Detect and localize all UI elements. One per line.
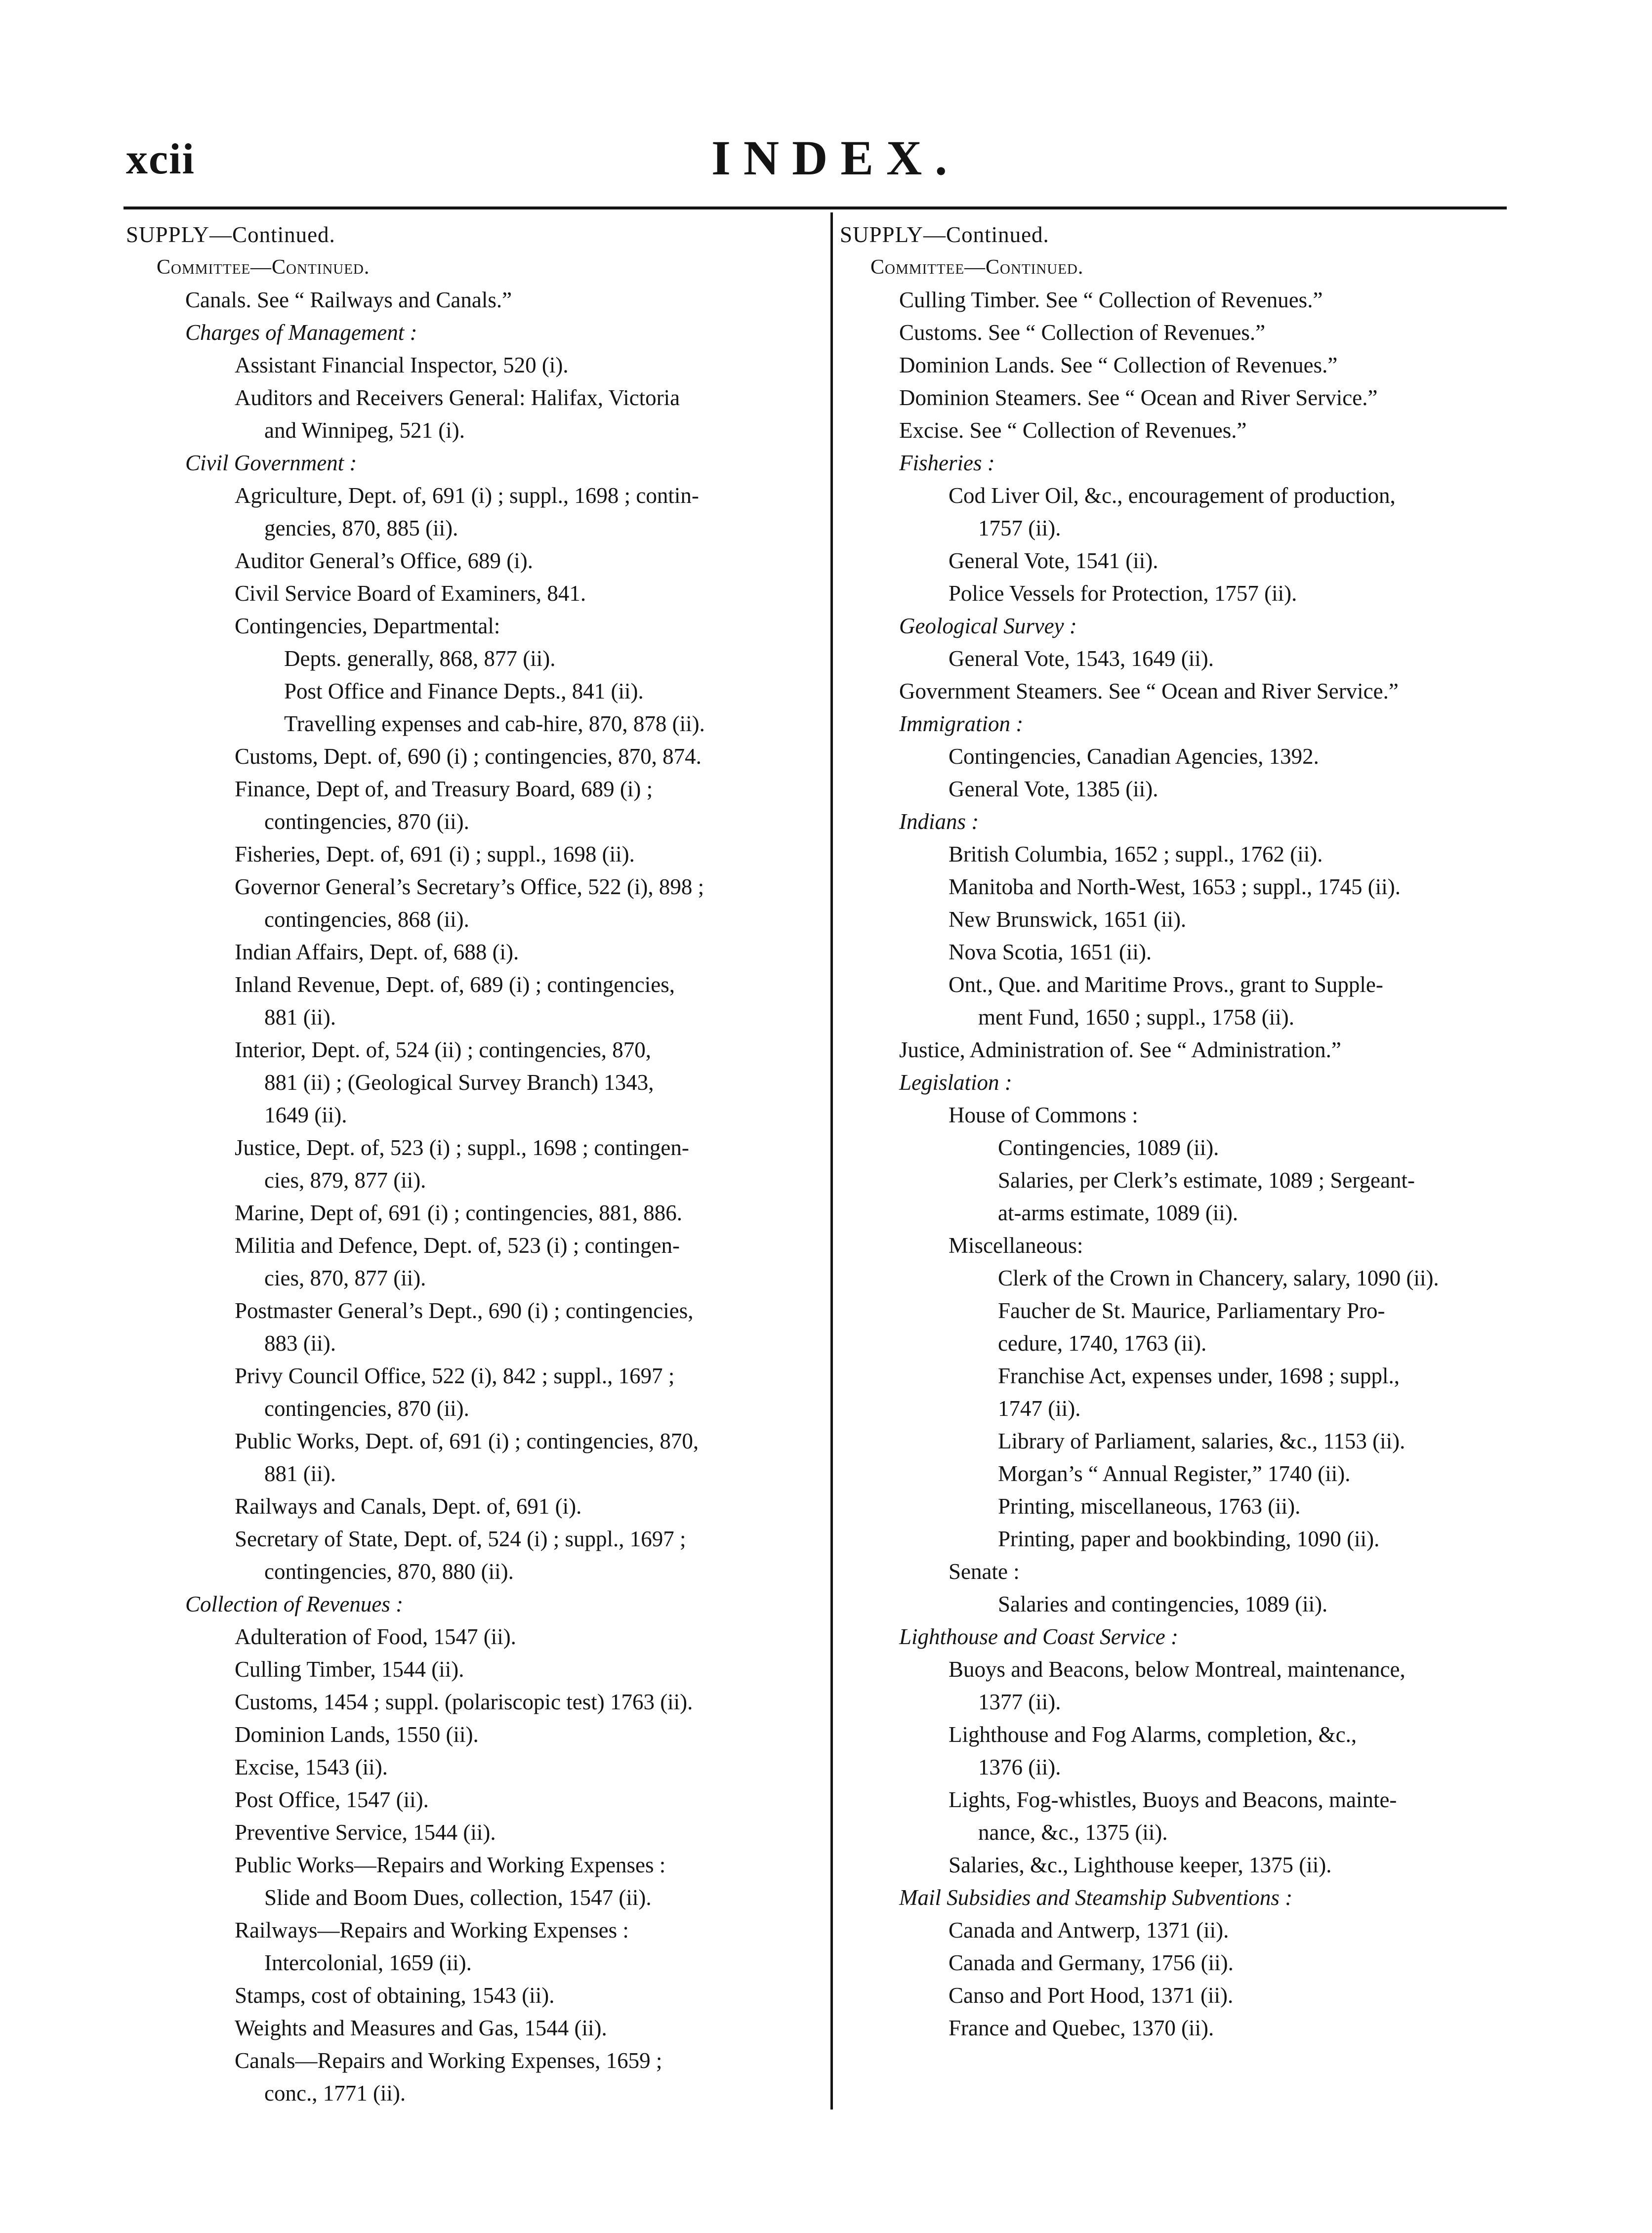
index-entry: Nova Scotia, 1651 (ii). [949,940,1152,964]
index-entry: Marine, Dept of, 691 (i) ; contingencies, 881, 886. [235,1200,683,1225]
index-entry: Customs, Dept. of, 690 (i) ; contingencies, 870, 874. [235,744,702,769]
index-entry: Excise, 1543 (ii). [235,1755,388,1779]
index-entry: Committee—Continued. [157,256,370,279]
index-entry: Postmaster General’s Dept., 690 (i) ; contingencies, [235,1298,694,1323]
index-entry: Governor General’s Secretary’s Office, 522 (i), 898 ; [235,874,704,899]
page-number: xcii [126,135,195,183]
index-entry: British Columbia, 1652 ; suppl., 1762 (ii). [949,842,1323,867]
index-entry: Cod Liver Oil, &c., encouragement of production, [949,483,1396,508]
index-entry: and Winnipeg, 521 (i). [264,418,465,443]
index-entry: Lighthouse and Coast Service : [899,1624,1178,1649]
index-entry: Canals. See “ Railways and Canals.” [185,288,512,312]
index-entry: Privy Council Office, 522 (i), 842 ; suppl., 1697 ; [235,1364,675,1388]
index-entry: Salaries and contingencies, 1089 (ii). [998,1592,1328,1616]
index-entry: Excise. See “ Collection of Revenues.” [899,418,1247,443]
index-entry: Inland Revenue, Dept. of, 689 (i) ; contingencies, [235,972,675,997]
index-entry: Auditor General’s Office, 689 (i). [235,548,533,573]
index-entry: House of Commons : [949,1103,1138,1127]
index-entry: at-arms estimate, 1089 (ii). [998,1200,1239,1225]
index-entry: Dominion Lands. See “ Collection of Revenues.” [899,353,1338,377]
index-entry: New Brunswick, 1651 (ii). [949,907,1187,932]
index-entry: Post Office and Finance Depts., 841 (ii). [284,679,644,703]
index-entry: Police Vessels for Protection, 1757 (ii). [949,581,1297,606]
index-entry: Mail Subsidies and Steamship Subventions : [899,1885,1293,1910]
index-entry: Geological Survey : [899,614,1077,638]
index-entry: 881 (ii). [264,1461,336,1486]
index-entry: Manitoba and North-West, 1653 ; suppl., 1745 (ii). [949,874,1401,899]
index-entry: Buoys and Beacons, below Montreal, maintenance, [949,1657,1405,1682]
index-entry: Customs. See “ Collection of Revenues.” [899,320,1266,345]
column-divider [830,212,833,2109]
page-title: INDEX. [711,130,960,185]
index-entry: Public Works, Dept. of, 691 (i) ; contingencies, 870, [235,1429,699,1453]
index-entry: 1747 (ii). [998,1396,1081,1421]
index-entry: Interior, Dept. of, 524 (ii) ; contingencies, 870, [235,1037,651,1062]
index-entry: Fisheries, Dept. of, 691 (i) ; suppl., 1698 (ii). [235,842,635,867]
index-entry: General Vote, 1543, 1649 (ii). [949,646,1214,671]
index-entry: Dominion Lands, 1550 (ii). [235,1722,479,1747]
index-entry: Fisheries : [899,451,995,475]
index-entry: Railways—Repairs and Working Expenses : [235,1918,629,1943]
index-entry: Immigration : [899,711,1024,736]
index-entry: Canada and Antwerp, 1371 (ii). [949,1918,1229,1943]
index-entry: Agriculture, Dept. of, 691 (i) ; suppl., 1698 ; contin- [235,483,699,508]
index-entry: Intercolonial, 1659 (ii). [264,1950,472,1975]
index-entry: France and Quebec, 1370 (ii). [949,2016,1214,2040]
index-entry: Collection of Revenues : [185,1592,404,1616]
index-entry: Charges of Management : [185,320,417,345]
index-entry: Travelling expenses and cab-hire, 870, 878 (ii). [284,711,705,736]
index-entry: Finance, Dept of, and Treasury Board, 689 (i) ; [235,777,653,801]
index-entry: Customs, 1454 ; suppl. (polariscopic test) 1763 (ii). [235,1690,693,1714]
index-entry: General Vote, 1541 (ii). [949,548,1158,573]
index-entry: Culling Timber. See “ Collection of Revenues.” [899,288,1323,312]
index-entry: 1649 (ii). [264,1103,347,1127]
index-entry: 883 (ii). [264,1331,336,1356]
index-entry: 1757 (ii). [978,516,1061,540]
index-entry: Franchise Act, expenses under, 1698 ; suppl., [998,1364,1400,1388]
index-entry: Civil Government : [185,451,357,475]
index-entry: Auditors and Receivers General: Halifax, Victoria [235,385,680,410]
index-entry: Contingencies, 1089 (ii). [998,1135,1219,1160]
index-entry: Printing, miscellaneous, 1763 (ii). [998,1494,1301,1519]
index-entry: Weights and Measures and Gas, 1544 (ii). [235,2016,607,2040]
index-entry: Committee—Continued. [870,256,1084,279]
index-entry: Assistant Financial Inspector, 520 (i). [235,353,569,377]
index-entry: Dominion Steamers. See “ Ocean and River Service.” [899,385,1378,410]
index-entry: Indian Affairs, Dept. of, 688 (i). [235,940,519,964]
left-column [126,218,818,2109]
index-entry: Justice, Dept. of, 523 (i) ; suppl., 1698 ; contingen- [235,1135,689,1160]
index-entry: ment Fund, 1650 ; suppl., 1758 (ii). [978,1005,1294,1030]
header-rule [124,207,1507,209]
index-entry: Justice, Administration of. See “ Administration.” [899,1037,1341,1062]
index-entry: contingencies, 870, 880 (ii). [264,1559,514,1584]
index-entry: Culling Timber, 1544 (ii). [235,1657,464,1682]
index-entry: contingencies, 870 (ii). [264,809,469,834]
index-entry: Post Office, 1547 (ii). [235,1787,429,1812]
index-entry: Lights, Fog-whistles, Buoys and Beacons, mainte- [949,1787,1397,1812]
index-entry: Miscellaneous: [949,1233,1083,1258]
index-entry: SUPPLY—Continued. [840,222,1049,247]
index-entry: cies, 870, 877 (ii). [264,1266,426,1290]
index-entry: Clerk of the Crown in Chancery, salary, 1090 (ii). [998,1266,1439,1290]
index-entry: Lighthouse and Fog Alarms, completion, &c., [949,1722,1357,1747]
index-entry: Adulteration of Food, 1547 (ii). [235,1624,516,1649]
index-entry: gencies, 870, 885 (ii). [264,516,458,540]
index-entry: Railways and Canals, Dept. of, 691 (i). [235,1494,582,1519]
index-entry: contingencies, 868 (ii). [264,907,469,932]
index-entry: Salaries, &c., Lighthouse keeper, 1375 (ii). [949,1853,1332,1877]
index-entry: Government Steamers. See “ Ocean and River Service.” [899,679,1399,703]
index-entry: Morgan’s “ Annual Register,” 1740 (ii). [998,1461,1351,1486]
index-entry: cedure, 1740, 1763 (ii). [998,1331,1207,1356]
index-entry: Salaries, per Clerk’s estimate, 1089 ; Sergeant- [998,1168,1415,1193]
index-entry: contingencies, 870 (ii). [264,1396,469,1421]
index-entry: Contingencies, Departmental: [235,614,500,638]
index-entry: Ont., Que. and Maritime Provs., grant to Supple- [949,972,1383,997]
index-entry: conc., 1771 (ii). [264,2081,406,2106]
index-entry: Preventive Service, 1544 (ii). [235,1820,496,1845]
index-entry: 1377 (ii). [978,1690,1061,1714]
right-column [840,218,1522,2044]
index-entry: General Vote, 1385 (ii). [949,777,1158,801]
index-entry: Civil Service Board of Examiners, 841. [235,581,586,606]
index-entry: Secretary of State, Dept. of, 524 (i) ; suppl., 1697 ; [235,1527,686,1551]
index-entry: Faucher de St. Maurice, Parliamentary Pro- [998,1298,1385,1323]
index-entry: 881 (ii) ; (Geological Survey Branch) 1343, [264,1070,654,1095]
index-entry: Indians : [899,809,979,834]
index-entry: 881 (ii). [264,1005,336,1030]
index-entry: Canals—Repairs and Working Expenses, 1659 ; [235,2048,662,2073]
index-entry: SUPPLY—Continued. [126,222,335,247]
index-entry: Contingencies, Canadian Agencies, 1392. [949,744,1319,769]
index-entry: cies, 879, 877 (ii). [264,1168,426,1193]
index-entry: nance, &c., 1375 (ii). [978,1820,1168,1845]
index-entry: Stamps, cost of obtaining, 1543 (ii). [235,1983,555,2008]
index-entry: Canada and Germany, 1756 (ii). [949,1950,1234,1975]
index-entry: Militia and Defence, Dept. of, 523 (i) ; contingen- [235,1233,680,1258]
index-entry: Depts. generally, 868, 877 (ii). [284,646,556,671]
index-entry: Printing, paper and bookbinding, 1090 (ii). [998,1527,1380,1551]
index-entry: Public Works—Repairs and Working Expenses : [235,1853,666,1877]
index-entry: Canso and Port Hood, 1371 (ii). [949,1983,1234,2008]
index-entry: Library of Parliament, salaries, &c., 1153 (ii). [998,1429,1405,1453]
index-entry: Legislation : [899,1070,1012,1095]
index-entry: Senate : [949,1559,1020,1584]
index-entry: 1376 (ii). [978,1755,1061,1779]
index-entry: Slide and Boom Dues, collection, 1547 (ii). [264,1885,652,1910]
